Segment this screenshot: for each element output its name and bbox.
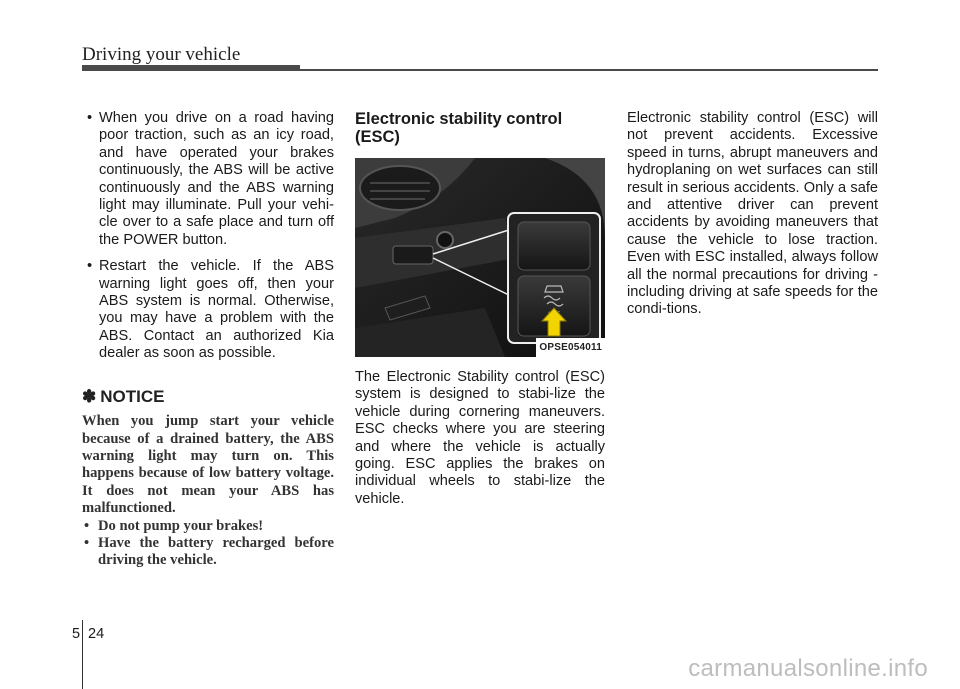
- notice-heading: [82, 388, 334, 405]
- esc-description: The Electronic Stability control (ESC) system is designed to stabi-lize the vehicle during cornering maneuvers. ESC checks where you are steering and where the vehicle is actually going. ESC applies the brakes on individual wheels to stabi-lize the vehicle.: [355, 369, 605, 507]
- esc-warning-text: Electronic stability control (ESC) will not prevent accidents. Excessive speed in turns, abrupt maneuvers and hydroplaning on wet surfaces can still result in serious accidents. Only a safe and attentive driver can prevent accidents by avoiding maneuvers that cause the vehicle to lose traction. Even with ESC installed, always follow all the normal precautions for driving - including driving at safe speeds for the condi-tions.: [627, 110, 878, 318]
- notice-star-icon: ✽: [82, 386, 97, 406]
- footer-divider: [82, 620, 83, 689]
- esc-switch-photo: [355, 158, 605, 357]
- header-rule-thin: [300, 69, 878, 71]
- page-number: 24: [88, 626, 105, 642]
- column-middle: [355, 110, 605, 508]
- page-header-title: Driving your vehicle: [82, 44, 241, 65]
- image-label: OPSE054011: [536, 338, 605, 357]
- watermark: carmanualsonline.info: [688, 655, 928, 682]
- abs-bullet-2: • Restart the vehicle. If the ABS warning light goes off, then your ABS system is normal. Otherwise, you may have a problem with the ABS. Contact an authorized Kia dealer as soon as possible.: [82, 258, 334, 362]
- esc-switch-illustration: [355, 158, 605, 357]
- notice-item-2: • Have the battery recharged before driving the vehicle.: [82, 535, 334, 570]
- abs-bullet-1: • When you drive on a road having poor traction, such as an icy road, and have operated your brakes continuously, the ABS will be active continuously and the ABS warning light may illuminate. Pull your vehi-cle over to a safe place and turn off the POWER button.: [82, 110, 334, 249]
- column-right: [627, 110, 878, 319]
- header-rule-thick: [82, 65, 300, 71]
- chapter-number: 5: [72, 626, 81, 642]
- column-left: [82, 110, 334, 570]
- esc-section-heading: Electronic stability control (ESC): [355, 110, 563, 146]
- notice-title: NOTICE: [100, 386, 165, 406]
- notice-item-1: • Do not pump your brakes!: [82, 518, 334, 535]
- notice-text: When you jump start your vehicle because of a drained battery, the ABS warning light may turn on. This happens because of low battery voltage. It does not mean your ABS has malfunctioned.: [82, 413, 334, 517]
